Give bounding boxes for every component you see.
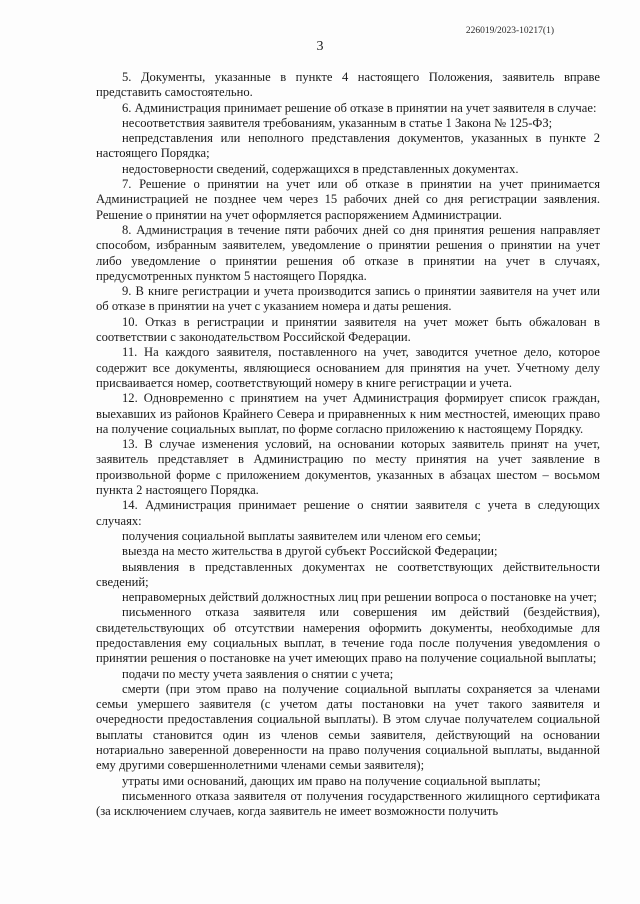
paragraph: 9. В книге регистрации и учета производится запись о принятии заявителя на учет или об отказе в принятии на учет с указанием номера и даты решения. xyxy=(96,284,600,314)
document-body xyxy=(96,70,600,820)
page-number: 3 xyxy=(316,39,324,54)
paragraph: несоответствия заявителя требованиям, указанным в статье 1 Закона № 125-ФЗ; xyxy=(122,115,553,130)
paragraph: 10. Отказ в регистрации и принятии заявителя на учет может быть обжалован в соответствии с законодательством Российской Федерации. xyxy=(96,314,600,345)
paragraph: 14. Администрация принимает решение о снятии заявителя с учета в следующих случаях: xyxy=(96,498,600,528)
paragraph: недостоверности сведений, содержащихся в представленных документах. xyxy=(122,161,519,176)
paragraph: 12. Одновременно с принятием на учет Администрация формирует список граждан, выехавших из районов Крайнего Севера и приравненных к ним местностей, имеющих право на получение социальных выплат, по форме согласно приложению к настоящему Порядку. xyxy=(96,391,600,436)
paragraph: утраты ими оснований, дающих им право на получение социальной выплаты; xyxy=(122,773,541,788)
paragraph: получения социальной выплаты заявителем или членом его семьи; xyxy=(122,528,481,543)
paragraph: 8. Администрация в течение пяти рабочих дней со дня принятия решения направляет способом, избранным заявителем, уведомление о принятии решения о принятии на учет либо уведомление о принятии решения об отказе в принятии на учет в случаях, предусмотренных пунктом 5 настоящего Порядка. xyxy=(96,222,600,283)
paragraph: 13. В случае изменения условий, на основании которых заявитель принят на учет, заявитель представляет в Администрацию по месту принятия на учет заявление в произвольной форме с приложением документов, указанных в абзацах шестом – восьмом пункта 2 настоящего Порядка. xyxy=(96,437,600,498)
paragraph: письменного отказа заявителя от получения государственного жилищного сертификата (за исключением случаев, когда заявитель не имеет возможности получить xyxy=(96,788,600,819)
paragraph: письменного отказа заявителя или совершения им действий (бездействия), свидетельствующих об отсутствии намерения оформить документы, необходимые для предоставления ему социальных выплат, в течение года после получения уведомления о принятии решения о постановке на учет имеющих право на получение социальной выплаты; xyxy=(96,605,600,666)
paragraph: 11. На каждого заявителя, поставленного на учет, заводится учетное дело, которое содержит все документы, являющиеся основанием для принятия на учет. Учетному делу присваивается номер, соответствующий номеру в книге регистрации и учета. xyxy=(96,345,600,390)
paragraph: 6. Администрация принимает решение об отказе в принятии на учет заявителя в случае: xyxy=(122,100,597,115)
document-id: 226019/2023-10217(1) xyxy=(465,26,554,36)
paragraph: смерти (при этом право на получение социальной выплаты сохраняется за членами семьи умершего заявителя (с учетом даты постановки на учет такого заявителя и очередности предоставления социальной выплаты). В этом случае получателем социальной выплаты становится один из членов семьи заявителя, действующий на основании нотариально заверенной доверенности на право получения социальной выплаты, выданной ему другими совершеннолетними членами семьи заявителя); xyxy=(96,681,600,773)
paragraph: 5. Документы, указанные в пункте 4 настоящего Положения, заявитель вправе представить самостоятельно. xyxy=(96,70,600,100)
paragraph: выявления в представленных документах не соответствующих действительности сведений; xyxy=(96,559,600,589)
paragraph: подачи по месту учета заявления о снятии с учета; xyxy=(122,666,394,681)
paragraph: выезда на место жительства в другой субъект Российской Федерации; xyxy=(122,544,498,559)
paragraph: 7. Решение о принятии на учет или об отказе в принятии на учет принимается Администрацией не позднее чем через 15 рабочих дней со дня регистрации заявления. Решение о принятии на учет оформляется распоряжением Администрации. xyxy=(96,177,600,222)
paragraph: неправомерных действий должностных лиц при решении вопроса о постановке на учет; xyxy=(122,590,597,605)
paragraph: непредставления или неполного представления документов, указанных в пункте 2 настоящего Порядка; xyxy=(96,131,600,161)
